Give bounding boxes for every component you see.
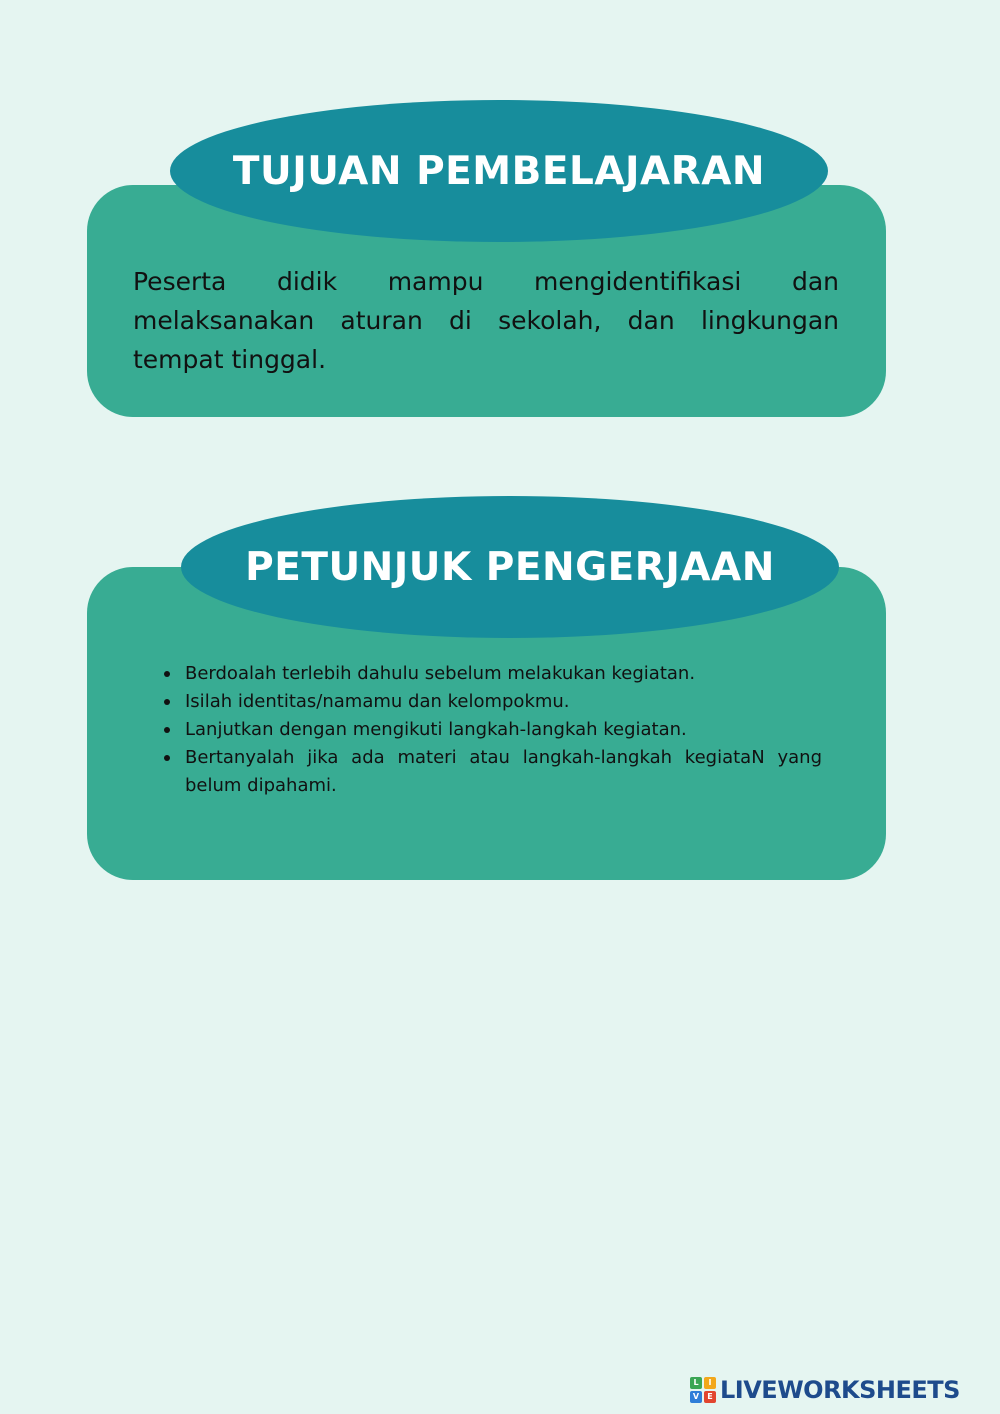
instructions-title: PETUNJUK PENGERJAAN — [245, 544, 775, 590]
logo-text: LIVEWORKSHEETS — [720, 1376, 960, 1404]
instruction-text: Berdoalah terlebih dahulu sebelum melakukan kegiatan. — [185, 663, 696, 684]
instruction-item — [162, 660, 822, 688]
instruction-item — [162, 688, 822, 716]
instruction-text: Isilah identitas/namamu dan kelompokmu. — [185, 691, 570, 712]
instructions-list — [162, 660, 822, 800]
bullet-icon — [164, 727, 170, 733]
instruction-item — [162, 716, 822, 744]
objectives-title-banner — [170, 100, 828, 242]
instructions-title-banner — [181, 496, 839, 638]
logo-icon: L I V E — [690, 1377, 716, 1403]
liveworksheets-logo[interactable] — [690, 1374, 960, 1406]
bullet-icon — [164, 671, 170, 677]
instruction-item — [162, 744, 822, 800]
objectives-text: Peserta didik mampu mengidentifikasi dan melaksanakan aturan di sekolah, dan lingkungan tempat tinggal. — [133, 267, 839, 374]
instruction-text: Bertanyalah jika ada materi atau langkah-langkah kegiataN yang belum dipahami. — [185, 747, 822, 796]
bullet-icon — [164, 755, 170, 761]
instruction-text: Lanjutkan dengan mengikuti langkah-langkah kegiatan. — [185, 719, 687, 740]
objectives-title: TUJUAN PEMBELAJARAN — [232, 148, 766, 194]
bullet-icon — [164, 699, 170, 705]
